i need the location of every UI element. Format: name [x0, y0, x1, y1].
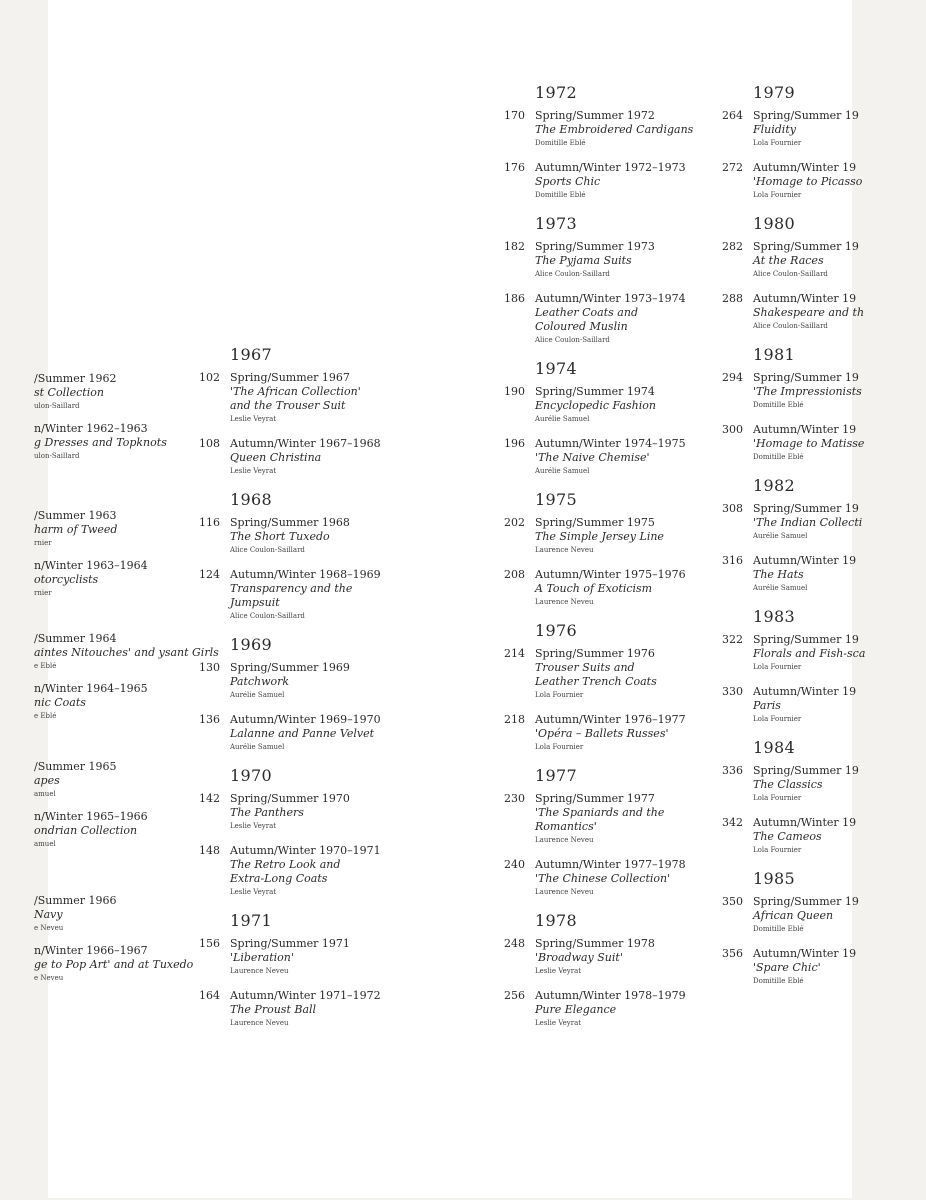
year-heading: 1978	[535, 911, 577, 930]
page-number: 272	[722, 161, 743, 174]
toc-entry	[498, 516, 708, 556]
entry-title: ge to Pop Art' and at Tuxedo	[34, 958, 194, 971]
page-number: 148	[199, 844, 220, 857]
toc-entry	[716, 685, 926, 725]
entry-title: 'The Chinese Collection'	[535, 872, 671, 885]
year-group	[716, 84, 926, 201]
entry-season: n/Winter 1964–1965	[34, 682, 148, 695]
toc-entry	[34, 422, 179, 462]
toc-entry	[34, 372, 179, 412]
entry-author: Domitille Eblé	[753, 401, 804, 409]
year-heading: 1970	[230, 766, 272, 785]
page-number: 356	[722, 947, 743, 960]
toc-entry	[498, 858, 708, 898]
entry-author: Aurélie Samuel	[535, 467, 590, 475]
toc-entry	[716, 240, 926, 280]
toc-entry	[716, 816, 926, 856]
page-number: 142	[199, 792, 220, 805]
entry-season: Spring/Summer 19	[753, 109, 859, 122]
entry-season: Spring/Summer 1969	[230, 661, 350, 674]
entry-title: The Retro Look and Extra-Long Coats	[230, 858, 341, 885]
entry-season: Autumn/Winter 1970–1971	[230, 844, 381, 857]
entry-season: Spring/Summer 1968	[230, 516, 350, 529]
page-number: 336	[722, 764, 743, 777]
toc-entry	[193, 371, 403, 425]
entry-season: /Summer 1963	[34, 509, 117, 522]
year-heading: 1984	[753, 738, 795, 757]
toc-entry	[498, 647, 708, 701]
year-group	[498, 84, 708, 201]
page-number: 170	[504, 109, 525, 122]
toc-entry	[716, 895, 926, 935]
entry-title: apes	[34, 774, 60, 787]
entry-title: Navy	[34, 908, 63, 921]
entry-author: Aurélie Samuel	[535, 415, 590, 423]
entry-author: Aurélie Samuel	[753, 584, 808, 592]
entry-title: Transparency and the Jumpsuit	[230, 582, 353, 609]
entry-author: Leslie Veyrat	[535, 1019, 582, 1027]
entry-author: Alice Coulon-Saillard	[535, 336, 610, 344]
toc-entry	[498, 937, 708, 977]
page-number: 294	[722, 371, 743, 384]
entry-author: Laurence Neveu	[230, 967, 289, 975]
page-number: 102	[199, 371, 220, 384]
entry-author: Alice Coulon-Saillard	[230, 546, 305, 554]
toc-entry	[193, 792, 403, 832]
toc-entry	[193, 713, 403, 753]
year-group	[716, 346, 926, 463]
entry-author: amuel	[34, 790, 56, 798]
entry-author: Lola Fournier	[753, 846, 802, 854]
page-number: 190	[504, 385, 525, 398]
page-number: 322	[722, 633, 743, 646]
entry-season: Autumn/Winter 19	[753, 816, 857, 829]
toc-entry	[498, 989, 708, 1029]
year-heading: 1967	[230, 345, 272, 364]
entry-season: Spring/Summer 1973	[535, 240, 655, 253]
page-number: 208	[504, 568, 525, 581]
toc-entry	[716, 161, 926, 201]
entry-season: n/Winter 1963–1964	[34, 559, 148, 572]
year-group	[193, 636, 403, 753]
toc-entry	[34, 559, 179, 599]
toc-entry	[34, 894, 179, 934]
page-number: 218	[504, 713, 525, 726]
page-number: 108	[199, 437, 220, 450]
entry-author: ulon-Saillard	[34, 402, 80, 410]
entry-season: Spring/Summer 19	[753, 764, 859, 777]
year-group	[498, 622, 708, 753]
year-group	[716, 477, 926, 594]
page-number: 124	[199, 568, 220, 581]
entry-title: Patchwork	[230, 675, 290, 688]
year-group	[498, 360, 708, 477]
entry-season: Spring/Summer 1967	[230, 371, 350, 384]
entry-author: e Eblé	[34, 712, 57, 720]
entry-author: Alice Coulon-Saillard	[230, 612, 305, 620]
page-number: 136	[199, 713, 220, 726]
entry-author: Laurence Neveu	[230, 1019, 289, 1027]
entry-author: Domitille Eblé	[535, 139, 586, 147]
page-number: 186	[504, 292, 525, 305]
year-heading: 1982	[753, 476, 795, 495]
entry-season: Autumn/Winter 1977–1978	[535, 858, 686, 871]
toc-entry	[716, 633, 926, 673]
entry-title: Fluidity	[753, 123, 796, 136]
entry-title: otorcyclists	[34, 573, 99, 586]
entry-season: Autumn/Winter 1969–1970	[230, 713, 381, 726]
year-group	[193, 767, 403, 898]
entry-season: Spring/Summer 19	[753, 371, 859, 384]
page-number: 240	[504, 858, 525, 871]
entry-season: n/Winter 1966–1967	[34, 944, 148, 957]
entry-season: Spring/Summer 19	[753, 633, 859, 646]
year-heading: 1969	[230, 635, 272, 654]
page-number: 342	[722, 816, 743, 829]
year-group	[498, 912, 708, 1029]
entry-title: The Simple Jersey Line	[535, 530, 664, 543]
entry-title: 'Homage to Picasso	[753, 175, 863, 188]
toc-entry	[716, 947, 926, 987]
entry-season: Autumn/Winter 19	[753, 423, 857, 436]
entry-title: The Cameos	[753, 830, 822, 843]
entry-author: rnier	[34, 589, 52, 597]
year-heading: 1980	[753, 214, 795, 233]
toc-entry	[498, 792, 708, 846]
entry-season: Autumn/Winter 1971–1972	[230, 989, 381, 1002]
entry-title: 'Homage to Matisse	[753, 437, 865, 450]
entry-title: A Touch of Exoticism	[535, 582, 653, 595]
entry-season: Autumn/Winter 19	[753, 947, 857, 960]
entry-season: Autumn/Winter 1978–1979	[535, 989, 686, 1002]
entry-author: Laurence Neveu	[535, 546, 594, 554]
entry-title: 'The African Collection' and the Trouser Suit	[230, 385, 361, 412]
toc-entry	[193, 844, 403, 898]
entry-author: Lola Fournier	[535, 743, 584, 751]
entry-season: n/Winter 1962–1963	[34, 422, 148, 435]
toc-entry	[34, 509, 179, 549]
year-heading: 1983	[753, 607, 795, 626]
entry-title: African Queen	[753, 909, 834, 922]
entry-season: Spring/Summer 19	[753, 240, 859, 253]
entry-author: Lola Fournier	[535, 691, 584, 699]
year-heading: 1977	[535, 766, 577, 785]
toc-entry	[34, 944, 194, 984]
page-number: 116	[199, 516, 220, 529]
entry-title: Lalanne and Panne Velvet	[230, 727, 375, 740]
entry-title: 'The Impressionists	[753, 385, 862, 398]
entry-title: The Pyjama Suits	[535, 254, 632, 267]
toc-entry	[498, 437, 708, 477]
entry-title: 'Opéra – Ballets Russes'	[535, 727, 669, 740]
toc-entry	[34, 760, 179, 800]
year-heading: 1971	[230, 911, 272, 930]
toc-entry	[498, 385, 708, 425]
entry-author: Lola Fournier	[753, 191, 802, 199]
entry-season: Autumn/Winter 19	[753, 292, 857, 305]
entry-author: ulon-Saillard	[34, 452, 80, 460]
entry-author: Alice Coulon-Saillard	[753, 322, 828, 330]
toc-entry	[498, 568, 708, 608]
toc-entry	[34, 682, 179, 722]
entry-title: Pure Elegance	[535, 1003, 617, 1016]
entry-season: Spring/Summer 1978	[535, 937, 655, 950]
page-number: 300	[722, 423, 743, 436]
toc-entry	[193, 937, 403, 977]
entry-author: rnier	[34, 539, 52, 547]
entry-author: Leslie Veyrat	[230, 415, 277, 423]
toc-entry	[716, 423, 926, 463]
entry-author: Domitille Eblé	[753, 925, 804, 933]
entry-title: The Proust Ball	[230, 1003, 317, 1016]
entry-author: Leslie Veyrat	[230, 888, 277, 896]
entry-title: aintes Nitouches' and ysant Girls	[34, 646, 219, 659]
toc-entry	[716, 554, 926, 594]
toc-entry	[193, 516, 403, 556]
entry-author: Lola Fournier	[753, 715, 802, 723]
toc-entry	[716, 292, 926, 332]
entry-title: Trouser Suits and Leather Trench Coats	[535, 661, 657, 688]
entry-author: Laurence Neveu	[535, 888, 594, 896]
entry-season: Autumn/Winter 1976–1977	[535, 713, 686, 726]
entry-title: Sports Chic	[535, 175, 601, 188]
toc-entry	[716, 502, 926, 542]
year-group	[716, 608, 926, 725]
entry-author: Laurence Neveu	[535, 598, 594, 606]
year-group	[193, 912, 403, 1029]
entry-season: Spring/Summer 1971	[230, 937, 350, 950]
year-heading: 1973	[535, 214, 577, 233]
entry-title: 'The Spaniards and the Romantics'	[535, 806, 665, 833]
entry-title: Paris	[753, 699, 781, 712]
entry-author: Alice Coulon-Saillard	[753, 270, 828, 278]
year-heading: 1985	[753, 869, 795, 888]
page-number: 330	[722, 685, 743, 698]
entry-author: Domitille Eblé	[753, 453, 804, 461]
page-number: 196	[504, 437, 525, 450]
entry-author: Domitille Eblé	[535, 191, 586, 199]
year-group	[716, 215, 926, 332]
entry-title: The Short Tuxedo	[230, 530, 330, 543]
entry-season: Autumn/Winter 1967–1968	[230, 437, 381, 450]
entry-season: n/Winter 1965–1966	[34, 810, 148, 823]
toc-entry	[498, 713, 708, 753]
entry-title: Shakespeare and th	[753, 306, 865, 319]
entry-season: Autumn/Winter 1975–1976	[535, 568, 686, 581]
entry-title: g Dresses and Topknots	[34, 436, 167, 449]
page-number: 164	[199, 989, 220, 1002]
entry-title: The Embroidered Cardigans	[535, 123, 694, 136]
year-group	[193, 346, 403, 477]
page-number: 130	[199, 661, 220, 674]
entry-season: Spring/Summer 1976	[535, 647, 655, 660]
page-number: 264	[722, 109, 743, 122]
toc-entry	[193, 568, 403, 622]
entry-author: Alice Coulon-Saillard	[535, 270, 610, 278]
year-group	[498, 215, 708, 346]
page-number: 308	[722, 502, 743, 515]
entry-author: Domitille Eblé	[753, 977, 804, 985]
entry-title: The Panthers	[230, 806, 304, 819]
entry-title: nic Coats	[34, 696, 86, 709]
page-number: 230	[504, 792, 525, 805]
year-group	[193, 491, 403, 622]
entry-season: Spring/Summer 1970	[230, 792, 350, 805]
entry-season: Autumn/Winter 1968–1969	[230, 568, 381, 581]
entry-title: The Hats	[753, 568, 804, 581]
entry-title: At the Races	[753, 254, 824, 267]
entry-author: Aurélie Samuel	[230, 743, 285, 751]
toc-entry	[498, 292, 708, 346]
page-number: 156	[199, 937, 220, 950]
page-number: 316	[722, 554, 743, 567]
toc-entry	[498, 240, 708, 280]
entry-season: Spring/Summer 1977	[535, 792, 655, 805]
page-number: 248	[504, 937, 525, 950]
entry-title: st Collection	[34, 386, 104, 399]
entry-author: Lola Fournier	[753, 794, 802, 802]
entry-season: Autumn/Winter 1974–1975	[535, 437, 686, 450]
entry-title: 'Spare Chic'	[753, 961, 821, 974]
entry-title: 'Broadway Suit'	[535, 951, 623, 964]
entry-author: e Neveu	[34, 924, 64, 932]
toc-entry	[34, 810, 179, 850]
entry-season: Spring/Summer 1974	[535, 385, 655, 398]
entry-title: Leather Coats and Coloured Muslin	[535, 306, 638, 333]
year-heading: 1968	[230, 490, 272, 509]
entry-season: Spring/Summer 1975	[535, 516, 655, 529]
entry-title: 'Liberation'	[230, 951, 294, 964]
entry-author: Aurélie Samuel	[230, 691, 285, 699]
page-number: 176	[504, 161, 525, 174]
entry-title: 'The Naive Chemise'	[535, 451, 650, 464]
year-group	[716, 739, 926, 856]
entry-season: /Summer 1962	[34, 372, 117, 385]
toc-entry	[716, 371, 926, 411]
page-number: 288	[722, 292, 743, 305]
year-heading: 1974	[535, 359, 577, 378]
year-group	[716, 870, 926, 987]
entry-author: Laurence Neveu	[535, 836, 594, 844]
entry-season: Autumn/Winter 1972–1973	[535, 161, 686, 174]
entry-title: Queen Christina	[230, 451, 322, 464]
book-page	[34, 0, 866, 1198]
entry-season: Autumn/Winter 19	[753, 554, 857, 567]
entry-season: Spring/Summer 1972	[535, 109, 655, 122]
entry-author: amuel	[34, 840, 56, 848]
entry-season: Autumn/Winter 1973–1974	[535, 292, 686, 305]
entry-title: The Classics	[753, 778, 823, 791]
entry-season: /Summer 1964	[34, 632, 117, 645]
entry-title: 'The Indian Collecti	[753, 516, 863, 529]
entry-season: Spring/Summer 19	[753, 502, 859, 515]
entry-season: Autumn/Winter 19	[753, 685, 857, 698]
toc-entry	[716, 109, 926, 149]
entry-author: Leslie Veyrat	[230, 822, 277, 830]
page-number: 202	[504, 516, 525, 529]
entry-title: ondrian Collection	[34, 824, 138, 837]
entry-author: Aurélie Samuel	[753, 532, 808, 540]
year-heading: 1976	[535, 621, 577, 640]
toc-entry	[193, 989, 403, 1029]
year-heading: 1981	[753, 345, 795, 364]
entry-author: Lola Fournier	[753, 663, 802, 671]
entry-author: e Neveu	[34, 974, 64, 982]
entry-title: Florals and Fish-sca	[753, 647, 866, 660]
page-number: 214	[504, 647, 525, 660]
entry-author: Leslie Veyrat	[230, 467, 277, 475]
toc-column-1972-1978	[498, 84, 708, 1041]
toc-entry	[498, 109, 708, 149]
entry-author: Leslie Veyrat	[535, 967, 582, 975]
toc-column-1979-1985	[716, 84, 926, 999]
year-group	[498, 767, 708, 898]
entry-author: e Eblé	[34, 662, 57, 670]
page-number: 282	[722, 240, 743, 253]
year-heading: 1975	[535, 490, 577, 509]
toc-column-1967-1971	[193, 346, 403, 1041]
entry-season: Autumn/Winter 19	[753, 161, 857, 174]
year-heading: 1972	[535, 83, 577, 102]
page-number: 182	[504, 240, 525, 253]
toc-entry	[193, 437, 403, 477]
page-number: 350	[722, 895, 743, 908]
year-group	[498, 491, 708, 608]
entry-season: /Summer 1966	[34, 894, 117, 907]
entry-author: Lola Fournier	[753, 139, 802, 147]
year-heading: 1979	[753, 83, 795, 102]
entry-title: Encyclopedic Fashion	[535, 399, 656, 412]
toc-entry	[716, 764, 926, 804]
toc-entry	[193, 661, 403, 701]
page-number: 256	[504, 989, 525, 1002]
entry-title: harm of Tweed	[34, 523, 118, 536]
entry-season: Spring/Summer 19	[753, 895, 859, 908]
entry-season: /Summer 1965	[34, 760, 117, 773]
toc-entry	[498, 161, 708, 201]
